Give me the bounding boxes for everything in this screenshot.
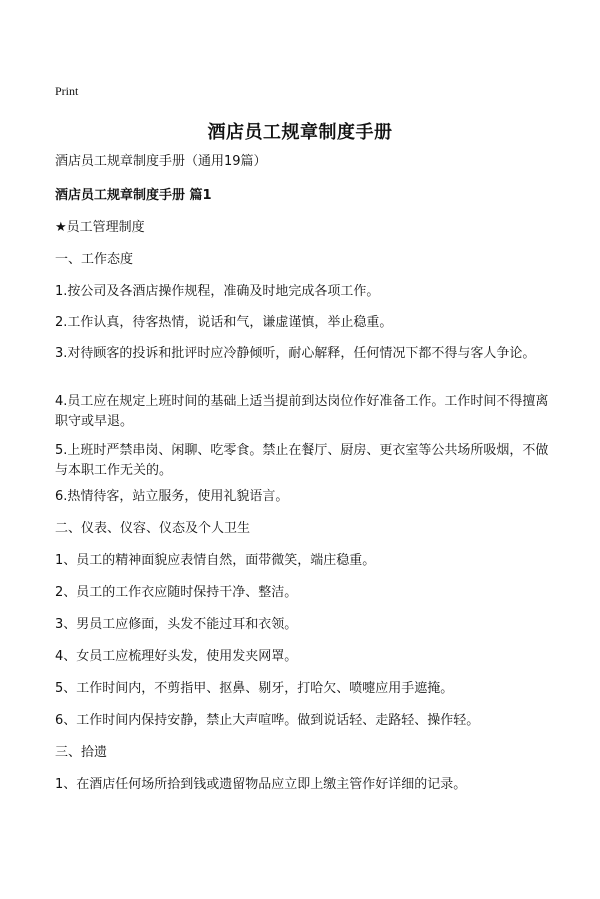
paragraph: ★员工管理制度 — [55, 220, 145, 235]
paragraph: 6.热情待客，站立服务，使用礼貌语言。 — [55, 489, 289, 504]
paragraph: 6、工作时间内保持安静，禁止大声喧哗。做到说话轻、走路轻、操作轻。 — [55, 713, 480, 728]
paragraph: 一、工作态度 — [55, 252, 134, 267]
paragraph: 2、员工的工作衣应随时保持干净、整洁。 — [55, 585, 298, 600]
paragraph: 4.员工应在规定上班时间的基础上适当提前到达岗位作好准备工作。工作时间不得擅离职守或早退。 — [55, 394, 549, 429]
print-link[interactable]: Print — [55, 84, 79, 98]
section-heading: 酒店员工规章制度手册 篇1 — [55, 188, 212, 203]
paragraph: 1、在酒店任何场所拾到钱或遗留物品应立即上缴主管作好详细的记录。 — [55, 777, 467, 792]
paragraph: 3、男员工应修面，头发不能过耳和衣领。 — [55, 617, 298, 632]
document-subtitle: 酒店员工规章制度手册（通用19篇） — [55, 154, 267, 169]
paragraph: 1.按公司及各酒店操作规程，准确及时地完成各项工作。 — [55, 284, 380, 299]
paragraph: 二、仪表、仪容、仪态及个人卫生 — [55, 521, 251, 536]
paragraph: 1、员工的精神面貌应表情自然，面带微笑，端庄稳重。 — [55, 553, 376, 568]
paragraph: 三、拾遗 — [55, 745, 108, 760]
paragraph: 2.工作认真，待客热情，说话和气，谦虚谨慎，举止稳重。 — [55, 315, 393, 330]
paragraph: 5.上班时严禁串岗、闲聊、吃零食。禁止在餐厅、厨房、更衣室等公共场所吸烟，不做与本职工作无关的。 — [55, 443, 549, 478]
paragraph: 4、女员工应梳理好头发，使用发夹网罩。 — [55, 649, 298, 664]
paragraph: 3.对待顾客的投诉和批评时应冷静倾听，耐心解释，任何情况下都不得与客人争论。 — [55, 346, 536, 361]
paragraph: 5、工作时间内，不剪指甲、抠鼻、剔牙，打哈欠、喷嚏应用手遮掩。 — [55, 681, 454, 696]
document-title: 酒店员工规章制度手册 — [207, 122, 393, 143]
